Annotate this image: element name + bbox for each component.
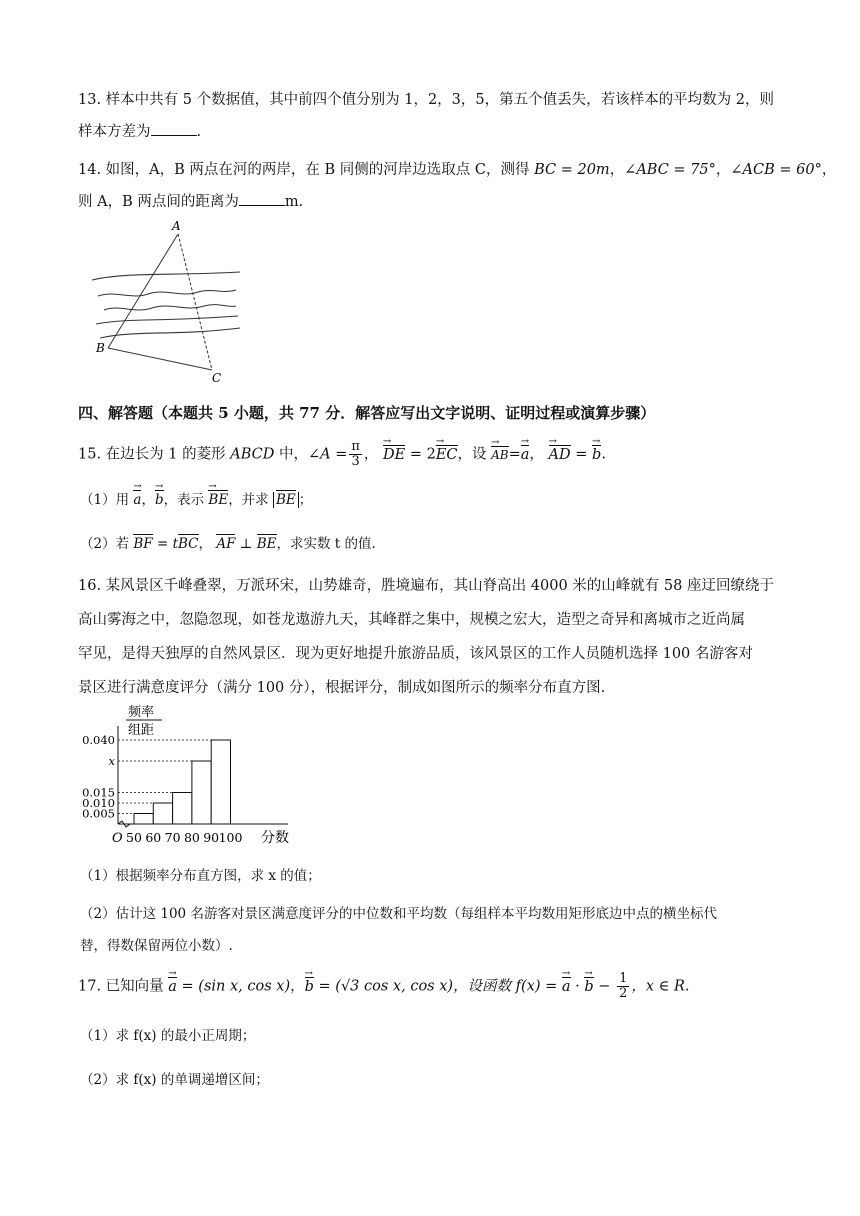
q15-set: ，设 — [457, 446, 492, 463]
q17-fx-vec-b: b → — [584, 979, 593, 995]
q15-part1 — [80, 488, 312, 508]
q14-acb: ∠ACB = 60° — [730, 162, 822, 178]
q15-p2-vec-be: BE — [256, 536, 277, 552]
q15-p1-abs — [273, 492, 299, 508]
q15-part2: （2）若 BF = tBC， AF ⊥ BE，求实数 t 的值. — [80, 536, 376, 552]
q15-end: . — [601, 446, 606, 463]
q15-vec-a: a → — [521, 447, 530, 463]
q15-p1-vec-a: a → — [133, 492, 141, 508]
hist-bar-2 — [173, 793, 192, 825]
q13-line1: 13. 样本中共有 5 个数据值，其中前四个值分别为 1，2，3，5，第五个值丢失，若该样本的平均数为 2，则 — [78, 92, 774, 108]
q16-part2-line1: （2）估计这 100 名游客对景区满意度评分的中位数和平均数（每组样本平均数用矩形底边中点的横坐标代 — [80, 906, 717, 922]
q17-b-eq: = (√3 cos x, cos x) — [313, 978, 454, 995]
q14-line1: 14. 如图，A，B 两点在河的两岸，在 B 同侧的河岸边选取点 C，测得 BC = 20m，∠ABC = 75°，∠ACB = 60°， — [78, 162, 837, 178]
q14-line2 — [78, 190, 303, 211]
q17-part1: （1）求 f(x) 的最小正周期； — [80, 1028, 256, 1044]
q15-p1-abs-be: BE — [275, 492, 296, 508]
q17-dot: · — [570, 978, 585, 995]
q14-answer-blank — [239, 191, 285, 206]
q14-line2-pre: 则 A，B 两点间的距离为 — [78, 194, 239, 210]
q15-line1: 15. 在边长为 1 的菱形 ABCD 中，∠A = $\frac{\pi}{3}$ ， DE → = 2EC →，设 AB →=a →， AD → = b →. — [78, 440, 606, 469]
q14-abc: ∠ABC = 75° — [624, 162, 716, 178]
q15-pi-over-3 — [349, 440, 362, 469]
hist-xtick-4: 90 — [203, 830, 220, 845]
q15-p1-vec-be: BE → — [208, 492, 228, 508]
q17-half — [617, 972, 629, 1001]
hist-bar-4 — [211, 740, 230, 824]
q17-fx-vec-a: a → — [562, 979, 571, 995]
q17-end: ，x ∈ R. — [631, 978, 690, 995]
q15-three: 3 — [351, 454, 360, 469]
q15-pre: 15. 在边长为 1 的菱形 — [78, 446, 231, 463]
q17-part2: （2）求 f(x) 的单调递增区间； — [80, 1072, 269, 1088]
hist-ytick-1: x — [108, 754, 115, 768]
hist-bar-3 — [192, 761, 211, 824]
hist-ytick-4: 0.005 — [82, 806, 115, 821]
q16-line4: 景区进行满意度评分（满分 100 分），根据评分，制成如图所示的频率分布直方图. — [78, 680, 606, 696]
q17-comma: ， — [290, 978, 305, 995]
hist-ytick-0: 0.040 — [82, 733, 115, 747]
q15-p1-rep: ，表示 — [163, 492, 209, 508]
q17-minus: − — [593, 978, 616, 995]
q15-eqb: = — [570, 446, 593, 463]
q14-point-b: B — [96, 341, 105, 355]
q13-line2-post: . — [196, 124, 202, 140]
hist-xtick-5: 100 — [218, 830, 243, 845]
q15-angle: ∠A = — [307, 446, 348, 463]
q15-vec-b: b → — [592, 447, 601, 463]
q17-vec-a: a → — [168, 979, 177, 995]
q15-pi: π — [351, 439, 360, 454]
hist-xlabel: 分数 — [261, 830, 289, 846]
q15-p1-and: ，并求 — [228, 492, 273, 508]
q14-point-a: A — [172, 219, 181, 233]
hist-bar-0 — [134, 814, 153, 825]
q17-fx: ，设函数 f(x) = — [453, 978, 562, 995]
q16-part1: （1）根据频率分布直方图，求 x 的值； — [80, 868, 321, 884]
q15-p2-eq: = t — [152, 536, 179, 552]
hist-ylabel-top: 频率 — [128, 705, 155, 720]
q15-p2-end: ，求实数 t 的值. — [276, 536, 376, 552]
q13-answer-blank — [151, 121, 197, 136]
q15-p1-pre: （1）用 — [80, 492, 134, 508]
hist-origin: O — [112, 831, 123, 846]
q14-line2-post: m. — [284, 194, 304, 210]
q16-line2: 高山雾海之中，忽隐忽现，如苍龙遨游九天，其峰群之集中，规模之宏大，造型之奇异和离城市之近尚属 — [78, 612, 745, 628]
q17-a-eq: = (sin x, cos x) — [176, 978, 291, 995]
q15-p1-mid: ， — [141, 492, 155, 508]
q16-part2-line2: 替，得数保留两位小数）. — [80, 938, 233, 954]
hist-xtick-2: 70 — [164, 830, 181, 845]
q17-half-num: 1 — [619, 971, 628, 986]
q15-p2-pre: （2）若 — [80, 536, 134, 552]
q14-river-figure — [86, 218, 246, 386]
hist-ytick-3: 0.010 — [82, 796, 115, 810]
section4-title: 四、解答题（本题共 5 小题，共 77 分．解答应写出文字说明、证明过程或演算步骤） — [78, 404, 656, 422]
q15-p2-perp: ⊥ — [235, 536, 257, 552]
q15-mid: 中， — [274, 446, 308, 463]
q15-p1-end: ； — [298, 492, 313, 508]
q13-line2-pre: 样本方差为 — [78, 124, 151, 140]
q15-eq2: = 2 — [405, 446, 436, 463]
q15-vec-ad: AD → — [549, 447, 571, 463]
q14-line1-pre: 14. 如图，A，B 两点在河的两岸，在 B 同侧的河岸边选取点 C，测得 — [78, 162, 535, 178]
hist-ylabel-bottom: 组距 — [128, 723, 155, 738]
hist-xtick-0: 50 — [126, 830, 142, 845]
q17-vec-b: b → — [305, 979, 314, 995]
q15-abcd: ABCD — [230, 446, 275, 463]
hist-ytick-2: 0.015 — [82, 785, 115, 800]
q15-eqa: = — [508, 446, 521, 463]
q15-p2-vec-bf: BF — [133, 536, 153, 552]
q17-half-den: 2 — [619, 986, 628, 1001]
q13-line2 — [78, 120, 201, 141]
q17-pre: 17. 已知向量 — [78, 978, 169, 995]
hist-xtick-1: 60 — [145, 830, 162, 845]
hist-xtick-3: 80 — [183, 830, 200, 845]
q14-point-c: C — [212, 371, 222, 385]
hist-bar-1 — [153, 803, 172, 824]
q15-p1-vec-b: b → — [155, 492, 164, 508]
q14-bc: BC = 20m — [534, 162, 610, 178]
q17-line1 — [78, 972, 690, 1001]
q15-vec-ec: EC → — [436, 447, 458, 463]
q16-line3: 罕见，是得天独厚的自然风景区．现为更好地提升旅游品质，该风景区的工作人员随机选择 100 名游客对 — [78, 646, 753, 662]
q15-vec-ab: AB → — [491, 448, 508, 462]
q15-vec-de: DE → — [383, 447, 405, 463]
q16-histogram — [78, 700, 308, 850]
q16-line1: 16. 某风景区千峰叠翠，万派环宋，山势雄奇，胜境遍布，其山脊高出 4000 米的山峰就有 58 座迂回缭绕于 — [78, 578, 774, 594]
q15-p2-vec-bc: BC — [178, 536, 199, 552]
q15-p2-vec-af: AF — [216, 536, 236, 552]
